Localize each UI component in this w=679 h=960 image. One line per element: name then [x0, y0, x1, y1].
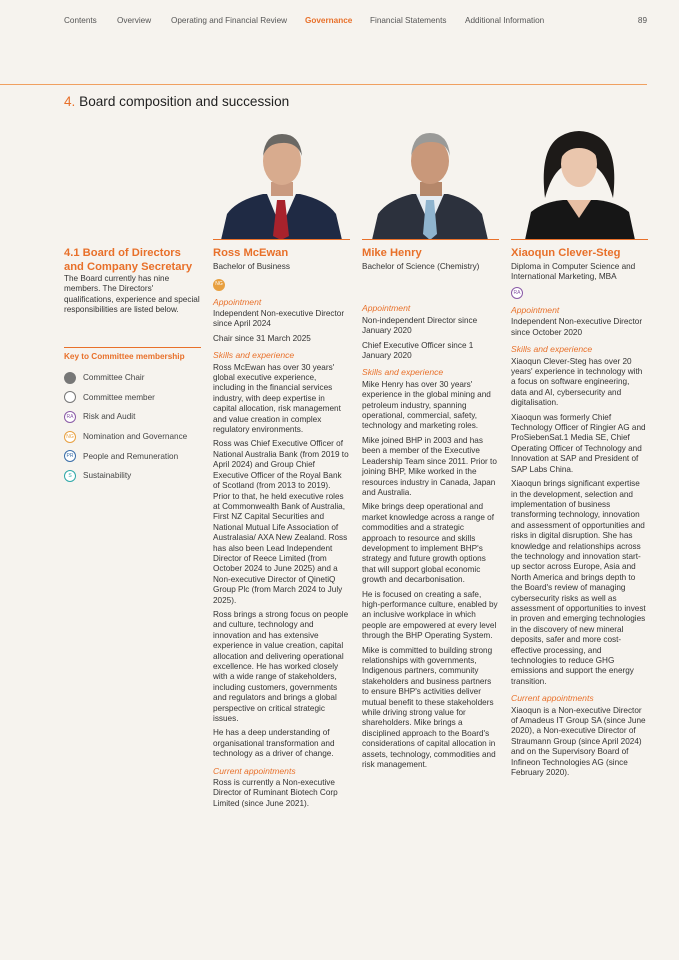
current-appointments-text: Xiaoqun is a Non-executive Director of Amadeus IT Group SA (since June 2020), a Non-executive Director of Straumann Group (since April 2024) and on the Supervisory Board of Infineon Technologies AG (since February 2020). — [511, 705, 646, 778]
key-title: Key to Committee membership — [64, 347, 201, 361]
portrait-xiaoqun-clever-steg — [511, 128, 648, 240]
board-intro — [64, 246, 201, 316]
key-label: People and Remuneration — [83, 451, 179, 461]
portrait-ross-mcewan — [213, 128, 350, 240]
skills-heading: Skills and experience — [213, 350, 295, 361]
committee-member-icon — [64, 391, 76, 403]
skills-paragraph: He has a deep understanding of organisational transformation and technology as a driver of change. — [213, 728, 335, 759]
section-title — [64, 94, 289, 109]
key-label: Committee member — [83, 392, 155, 402]
key-label: Risk and Audit — [83, 412, 136, 422]
committee-key — [64, 368, 204, 486]
board-intro-heading: 4.1 Board of Directors and Company Secretary — [64, 247, 193, 273]
skills-heading: Skills and experience — [362, 367, 444, 378]
committee-badges — [511, 287, 647, 299]
skills-paragraph: Ross brings a strong focus on people and culture, technology and innovation and has extensive experience in value creation, capital allocation and delivering operational excellence. He has worked closely with a wide range of stakeholders, including customers, governments and regulators and brings a global perspective on critical strategic issues. — [213, 609, 349, 724]
portrait-mike-henry — [362, 128, 499, 240]
director-name: Ross McEwan — [213, 247, 289, 259]
risk-audit-icon: RA — [64, 411, 76, 423]
appointment-text: Independent Non-executive Director since April 2024 — [213, 309, 345, 329]
page-number: 89 — [637, 16, 647, 25]
committee-chair-icon — [64, 372, 76, 384]
skills-paragraph: He is focused on creating a safe, high-performance culture, enabled by an inclusive workplace in which people are empowered at every level through the BHP Operating System. — [362, 589, 498, 641]
section-number: 4. — [64, 94, 76, 109]
top-navigation — [64, 16, 647, 30]
skills-paragraph: Mike Henry has over 30 years' experience in the global mining and petroleum industry, spanning operational, commercial, safety, technology and marketing roles. — [362, 379, 491, 431]
key-item-risk-audit — [64, 407, 204, 427]
committee-badges — [213, 278, 349, 290]
key-label: Committee Chair — [83, 373, 145, 383]
people-remuneration-icon: PR — [64, 450, 76, 462]
key-item-committee-chair — [64, 368, 204, 388]
skills-paragraph: Xiaoqun brings significant expertise in the development, selection and implementation of business transforming technology, innovation and assessment of opportunities and risks in digital disruption. She has knowledge and relationships across the technology and innovation start-up sector across Europe, Asia and North America and brings depth to the Board's review of managing cybersecurity risks as well as assessment of opportunities to invest in proven and emerging technologies in the discovery of new mineral deposits, safer and more cost-effective processing, and technologies to reduce GHG emissions and support the energy transition. — [511, 479, 646, 686]
director-mike-henry — [362, 246, 498, 774]
current-appointments-text: Ross is currently a Non-executive Director of Ruminant Biotech Corp Limited (since June 2021). — [213, 778, 338, 808]
director-degree: Diploma in Computer Science and International Marketing, MBA — [511, 262, 636, 282]
appointment-heading: Appointment — [511, 305, 560, 316]
nav-operating-financial-review[interactable]: Operating and Financial Review — [171, 16, 288, 25]
skills-paragraph: Ross was Chief Executive Officer of National Australia Bank (from 2019 to April 2024) and Group Chief Executive Officer of the Royal Bank of Scotland (from 2013 to 2019). Prior to that, he held executive roles at Commonwealth Bank of Australia, First NZ Capital Securities and National Mutual Life Association of Australasia/ AXA New Zealand. Ross has also been Lead Independent Director of Reece Limited (from October 2024 to June 2025) and a Non-executive Director of QinetiQ Group Plc (from March 2024 to July 2025). — [213, 439, 349, 605]
board-intro-text: The Board currently has nine members. The Directors' qualifications, experience and special responsibilities are listed below. — [64, 274, 200, 315]
key-item-people-remuneration — [64, 446, 204, 466]
header-rule — [0, 84, 647, 85]
skills-paragraph: Ross McEwan has over 30 years' global executive experience, including in the financial services industry, with deep expertise in capital allocation, risk management and value creation in complex regulatory environments. — [213, 362, 341, 435]
appointment-heading: Appointment — [213, 296, 262, 307]
key-label: Nomination and Governance — [83, 432, 188, 442]
key-item-committee-member — [64, 388, 204, 408]
nav-governance[interactable]: Governance — [305, 16, 353, 25]
director-xiaoqun-clever-steg — [511, 246, 647, 782]
appointment-text: Chief Executive Officer since 1 January 2020 — [362, 340, 474, 361]
appointment-heading: Appointment — [362, 303, 411, 314]
director-ross-mcewan — [213, 246, 349, 813]
director-name: Mike Henry — [362, 247, 422, 259]
appointment-text: Chair since 31 March 2025 — [213, 333, 311, 343]
nav-overview[interactable]: Overview — [117, 16, 152, 25]
section-heading: Board composition and succession — [79, 94, 290, 109]
skills-paragraph: Xiaoqun Clever-Steg has over 20 years' experience in technology with a focus on software engineering, data and AI, cybersecurity and digitalisation. — [511, 356, 643, 408]
key-item-nomination-governance — [64, 427, 204, 447]
skills-paragraph: Mike brings deep operational and market knowledge across a range of commodities and a strategic approach to resource and skills development to implement BHP's strategy and future growth options that will support global economic growth and decarbonisation. — [362, 502, 494, 585]
nav-contents[interactable]: Contents — [64, 16, 97, 25]
director-degree: Bachelor of Science (Chemistry) — [362, 262, 480, 271]
skills-paragraph: Mike joined BHP in 2003 and has been a member of the Executive Leadership Team since 2011. Prior to joining BHP, Mike worked in the resources industry in Canada, Japan and Australia. — [362, 435, 497, 497]
appointment-text: Independent Non-executive Director since October 2020 — [511, 317, 643, 337]
director-name: Xiaoqun Clever-Steg — [511, 247, 621, 259]
nomination-governance-icon: NG — [64, 431, 76, 443]
current-appointments-heading: Current appointments — [213, 765, 296, 776]
nav-financial-statements[interactable]: Financial Statements — [370, 16, 447, 25]
director-degree: Bachelor of Business — [213, 262, 290, 271]
skills-paragraph: Xiaoqun was formerly Chief Technology Officer of Ringier AG and ProSiebenSat.1 Media SE, Chief Operating Officer of Technology and Innovation at SAP and President of SAP Labs China. — [511, 412, 646, 474]
skills-paragraph: Mike is committed to building strong relationships with governments, Indigenous partners, community stakeholders and business partners to ensure BHP's activities deliver mutual benefit to these stakeholders while driving strong value for shareholders. Mike brings a disciplined approach to the Board's considerations of capital allocation in assets, technology, commodities and risk management. — [362, 645, 496, 770]
skills-heading: Skills and experience — [511, 344, 593, 355]
key-label: Sustainability — [83, 471, 132, 481]
nav-additional-information[interactable]: Additional Information — [465, 16, 545, 25]
nomination-governance-badge: NG — [213, 279, 225, 291]
risk-audit-badge: RA — [511, 287, 523, 299]
sustainability-icon: S — [64, 470, 76, 482]
current-appointments-heading: Current appointments — [511, 693, 594, 704]
appointment-text: Non-independent Director since January 2020 — [362, 315, 478, 336]
key-item-sustainability — [64, 466, 204, 486]
